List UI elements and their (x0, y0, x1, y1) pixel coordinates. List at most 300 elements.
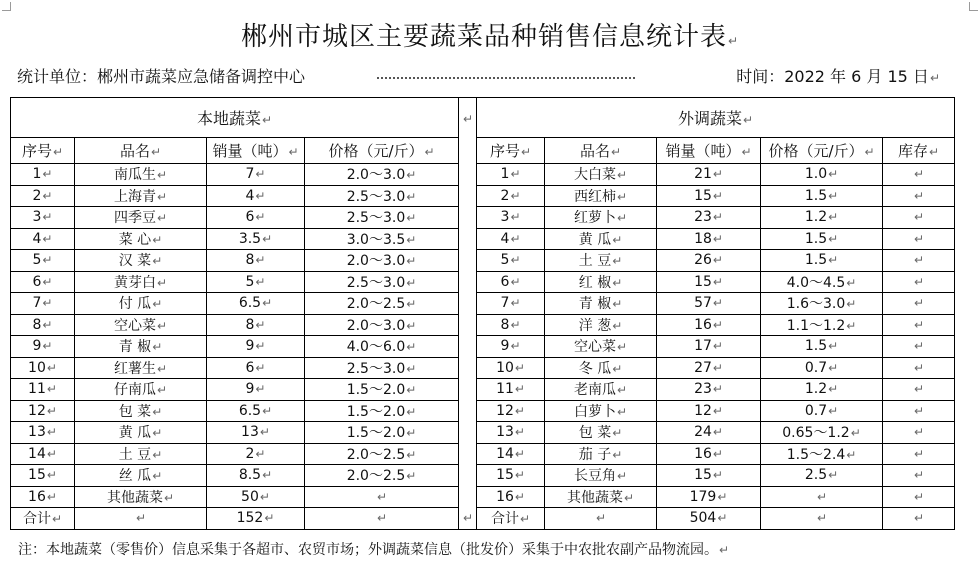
cell-mark-icon: ↵ (914, 425, 925, 440)
cell-mark-icon: ↵ (828, 360, 839, 375)
imported-row-number-text: 5 (500, 252, 510, 269)
imported-stock (883, 486, 955, 508)
local-vegetable-name-text: 包 菜 (118, 403, 152, 420)
cell-mark-icon: ↵ (510, 317, 521, 332)
total-row (11, 508, 955, 530)
cell-mark-icon: ↵ (612, 426, 623, 441)
local-sales-qty-text: 6 (245, 359, 255, 376)
imported-section-title (477, 98, 955, 138)
imported-sales-qty-text: 23 (694, 381, 712, 398)
imported-vegetable-name (545, 422, 657, 444)
local-sales-qty (207, 207, 305, 229)
cell-mark-icon: ↵ (42, 317, 53, 332)
cell-mark-icon: ↵ (828, 339, 839, 354)
cell-mark-icon: ↵ (42, 296, 53, 311)
local-price (305, 207, 459, 229)
paragraph-mark-icon: ↵ (727, 34, 740, 48)
imported-stock (883, 314, 955, 336)
imported-row-number-text: 16 (496, 488, 514, 505)
imported-stock (883, 228, 955, 250)
cell-mark-icon: ↵ (406, 383, 417, 398)
imported-section-title-text: 外调蔬菜 (678, 109, 743, 128)
paragraph-mark-icon: ↵ (929, 71, 940, 85)
cell-mark-icon: ↵ (156, 168, 168, 183)
local-vegetable-name (75, 164, 207, 186)
local-sales-qty-text: 8 (245, 252, 255, 269)
table-row (11, 357, 955, 379)
imported-vegetable-name-text: 青 椒 (578, 296, 612, 313)
local-row-number-text: 13 (28, 424, 46, 441)
local-vegetable-name-text: 丝 瓜 (118, 468, 152, 485)
cell-mark-icon: ↵ (914, 339, 925, 354)
local-row-number (11, 486, 75, 508)
local-row-number (11, 465, 75, 487)
local-vegetable-name-text: 青 椒 (118, 339, 152, 356)
local-header-qty (207, 138, 305, 164)
cell-mark-icon: ↵ (42, 253, 53, 268)
cell-mark-icon: ↵ (712, 446, 723, 461)
imported-sales-qty (657, 357, 761, 379)
report-date-text: 时间：2022 年 6 月 15 日 (736, 67, 929, 86)
imported-vegetable-name (545, 250, 657, 272)
imported-row-number-text: 3 (500, 209, 510, 226)
local-row-number (11, 379, 75, 401)
imported-header-stock-text: 库存 (898, 142, 929, 160)
local-row-number-text: 15 (28, 467, 46, 484)
imported-row-number-text: 14 (496, 445, 514, 462)
cell-mark-icon: ↵ (42, 210, 53, 225)
cell-mark-icon: ↵ (510, 274, 521, 289)
gap-cell (459, 98, 477, 138)
imported-sales-qty-text: 17 (694, 338, 712, 355)
cell-mark-icon: ↵ (616, 469, 628, 484)
imported-row-number (477, 486, 545, 508)
imported-vegetable-name-text: 包 菜 (578, 425, 612, 442)
cell-mark-icon: ↵ (156, 275, 168, 290)
imported-sales-qty (657, 465, 761, 487)
cell-mark-icon: ↵ (846, 297, 857, 312)
imported-header-qty-text: 销量（吨） (665, 142, 741, 160)
cell-mark-icon: ↵ (914, 511, 925, 526)
cell-mark-icon: ↵ (510, 231, 521, 246)
cell-mark-icon: ↵ (406, 340, 417, 355)
cell-mark-icon: ↵ (462, 511, 474, 525)
table-row (11, 228, 955, 250)
table-row (11, 314, 955, 336)
cell-mark-icon: ↵ (828, 468, 839, 483)
table-row (11, 207, 955, 229)
local-vegetable-name (75, 422, 207, 444)
imported-row-number (477, 271, 545, 293)
imported-price (761, 336, 883, 358)
header-row (11, 138, 955, 164)
imported-sales-qty (657, 164, 761, 186)
imported-sales-qty (657, 293, 761, 315)
local-vegetable-name-text: 汉 菜 (118, 253, 152, 270)
local-vegetable-name (75, 293, 207, 315)
page-corner-mark-right (969, 2, 978, 11)
cell-mark-icon: ↵ (42, 274, 53, 289)
imported-price (761, 250, 883, 272)
imported-row-number (477, 336, 545, 358)
imported-sales-qty (657, 443, 761, 465)
imported-row-number-text: 8 (500, 316, 510, 333)
cell-mark-icon: ↵ (261, 113, 273, 127)
imported-vegetable-name (545, 271, 657, 293)
local-vegetable-name (75, 357, 207, 379)
footnote (18, 539, 729, 559)
imported-vegetable-name (545, 336, 657, 358)
local-price (305, 443, 459, 465)
local-total-label (11, 508, 75, 530)
cell-mark-icon: ↵ (514, 403, 525, 418)
gap-cell (459, 336, 477, 358)
local-price-text: 2.5～3.0 (346, 188, 406, 205)
gap-cell (459, 400, 477, 422)
cell-mark-icon: ↵ (514, 468, 525, 483)
imported-row-number-text: 4 (500, 230, 510, 247)
local-sales-qty-text: 13 (241, 424, 259, 441)
local-row-number (11, 207, 75, 229)
imported-sales-qty-text: 26 (694, 252, 712, 269)
imported-price (761, 271, 883, 293)
local-sales-qty-text: 3.5 (238, 230, 262, 247)
imported-row-number (477, 228, 545, 250)
imported-vegetable-name (545, 314, 657, 336)
local-price (305, 228, 459, 250)
imported-total-label (477, 508, 545, 530)
section-row (11, 98, 955, 138)
local-vegetable-name (75, 336, 207, 358)
local-vegetable-name-text: 菜 心 (118, 231, 152, 248)
local-header-price-text: 价格（元/斤） (328, 142, 424, 160)
local-row-number-text: 7 (32, 295, 42, 312)
imported-price (761, 207, 883, 229)
gap-cell (459, 443, 477, 465)
cell-mark-icon: ↵ (42, 167, 53, 182)
local-section-title-text: 本地蔬菜 (196, 109, 261, 128)
cell-mark-icon: ↵ (156, 211, 168, 226)
cell-mark-icon: ↵ (616, 168, 628, 183)
imported-price (761, 293, 883, 315)
cell-mark-icon: ↵ (514, 360, 525, 375)
cell-mark-icon: ↵ (406, 232, 417, 247)
cell-mark-icon: ↵ (46, 446, 57, 461)
imported-row-number-text: 2 (500, 187, 510, 204)
imported-header-name-text: 品名 (579, 142, 610, 160)
local-row-number-text: 14 (28, 445, 46, 462)
cell-mark-icon: ↵ (462, 112, 474, 127)
cell-mark-icon: ↵ (816, 489, 828, 504)
cell-mark-icon: ↵ (262, 468, 273, 483)
cell-mark-icon: ↵ (406, 189, 417, 204)
imported-price-text: 1.1～1.2 (786, 317, 846, 334)
local-vegetable-name-text: 土 豆 (118, 446, 152, 463)
cell-mark-icon: ↵ (46, 403, 57, 418)
imported-row-number (477, 443, 545, 465)
imported-row-number-text: 13 (496, 424, 514, 441)
cell-mark-icon: ↵ (406, 426, 417, 441)
imported-sales-qty (657, 314, 761, 336)
local-sales-qty-text: 7 (245, 166, 255, 183)
local-row-number-text: 8 (32, 316, 42, 333)
imported-stock (883, 357, 955, 379)
local-row-number-text: 5 (32, 252, 42, 269)
stat-unit: 统计单位：郴州市蔬菜应急储备调控中心 (17, 67, 306, 86)
imported-vegetable-name-text: 其他蔬菜 (566, 489, 623, 506)
imported-sales-qty (657, 486, 761, 508)
footnote-text: 注：本地蔬菜（零售价）信息采集于各超市、农贸市场；外调蔬菜信息（批发价）采集于中农批农副产品物流园。 (18, 542, 718, 558)
imported-row-number (477, 250, 545, 272)
cell-mark-icon: ↵ (616, 404, 628, 419)
imported-vegetable-name (545, 400, 657, 422)
cell-mark-icon: ↵ (163, 490, 175, 505)
imported-row-number-text: 1 (500, 166, 510, 183)
cell-mark-icon: ↵ (616, 211, 628, 226)
imported-row-number (477, 207, 545, 229)
imported-price (761, 314, 883, 336)
imported-vegetable-name-text: 红 椒 (578, 274, 612, 291)
cell-mark-icon: ↵ (255, 188, 266, 203)
imported-price (761, 465, 883, 487)
imported-price-text: 1.5 (804, 230, 828, 247)
imported-vegetable-name (545, 164, 657, 186)
gap-cell (459, 357, 477, 379)
imported-vegetable-name-text: 洋 葱 (578, 317, 612, 334)
gap-cell (459, 185, 477, 207)
imported-vegetable-name-text: 茄 子 (578, 446, 612, 463)
imported-row-number (477, 357, 545, 379)
sales-table (10, 97, 955, 530)
imported-price-text: 0.7 (804, 402, 828, 419)
cell-mark-icon: ↵ (616, 340, 628, 355)
imported-sales-qty-text: 18 (694, 230, 712, 247)
imported-vegetable-name (545, 185, 657, 207)
local-vegetable-name-text: 仔南瓜 (113, 382, 156, 399)
imported-price (761, 185, 883, 207)
local-sales-qty-text: 50 (241, 488, 259, 505)
local-header-no (11, 138, 75, 164)
cell-mark-icon: ↵ (255, 167, 266, 182)
imported-sales-qty-text: 24 (694, 424, 712, 441)
local-sales-qty-text: 5 (245, 273, 255, 290)
local-header-no-text: 序号 (21, 142, 52, 160)
cell-mark-icon: ↵ (610, 145, 622, 159)
table-row (11, 422, 955, 444)
table-row (11, 379, 955, 401)
imported-vegetable-name-text: 红萝卜 (573, 210, 616, 227)
table-row (11, 250, 955, 272)
cell-mark-icon: ↵ (712, 360, 723, 375)
local-row-number (11, 293, 75, 315)
title-text: 郴州市城区主要蔬菜品种销售信息统计表 (240, 22, 727, 52)
imported-row-number (477, 379, 545, 401)
cell-mark-icon: ↵ (828, 210, 839, 225)
cell-mark-icon: ↵ (262, 403, 273, 418)
cell-mark-icon: ↵ (623, 490, 635, 505)
local-vegetable-name (75, 185, 207, 207)
cell-mark-icon: ↵ (717, 511, 728, 526)
cell-mark-icon: ↵ (406, 404, 417, 419)
imported-price (761, 379, 883, 401)
gap-cell (459, 250, 477, 272)
cell-mark-icon: ↵ (406, 211, 417, 226)
imported-row-number-text: 7 (500, 295, 510, 312)
cell-mark-icon: ↵ (42, 339, 53, 354)
local-row-number-text: 4 (32, 230, 42, 247)
cell-mark-icon: ↵ (52, 145, 64, 159)
imported-row-number (477, 465, 545, 487)
cell-mark-icon: ↵ (712, 425, 723, 440)
cell-mark-icon: ↵ (712, 468, 723, 483)
local-row-number (11, 422, 75, 444)
cell-mark-icon: ↵ (846, 447, 857, 462)
cell-mark-icon: ↵ (135, 511, 147, 526)
cell-mark-icon: ↵ (712, 403, 723, 418)
imported-sales-qty-text: 16 (694, 445, 712, 462)
imported-vegetable-name-text: 老南瓜 (573, 382, 616, 399)
cell-mark-icon: ↵ (712, 167, 723, 182)
table-row (11, 271, 955, 293)
cell-mark-icon: ↵ (743, 113, 754, 127)
cell-mark-icon: ↵ (816, 511, 828, 526)
imported-sales-qty-text: 27 (694, 359, 712, 376)
imported-row-number (477, 314, 545, 336)
imported-sales-qty-text: 23 (694, 209, 712, 226)
local-sales-qty-text: 2 (245, 445, 255, 462)
imported-vegetable-name-text: 黄 瓜 (578, 231, 612, 248)
imported-total-label-text: 合计 (490, 511, 519, 528)
imported-total-stock-empty (883, 508, 955, 530)
cell-mark-icon: ↵ (914, 403, 925, 418)
cell-mark-icon: ↵ (156, 361, 168, 376)
local-sales-qty-text: 8 (245, 316, 255, 333)
imported-sales-qty-text: 16 (694, 316, 712, 333)
cell-mark-icon: ↵ (612, 361, 623, 376)
local-row-number-text: 12 (28, 402, 46, 419)
cell-mark-icon: ↵ (150, 145, 162, 159)
paragraph-mark-icon: ↵ (719, 543, 730, 557)
local-sales-qty (207, 465, 305, 487)
local-header-name-text: 品名 (119, 142, 150, 160)
cell-mark-icon: ↵ (406, 361, 417, 376)
imported-vegetable-name (545, 486, 657, 508)
cell-mark-icon: ↵ (152, 447, 163, 462)
cell-mark-icon: ↵ (712, 296, 723, 311)
local-total-qty (207, 508, 305, 530)
cell-mark-icon: ↵ (914, 231, 925, 246)
local-price-text: 2.0～3.0 (346, 167, 406, 184)
imported-vegetable-name (545, 443, 657, 465)
cell-mark-icon: ↵ (156, 189, 168, 204)
cell-mark-icon: ↵ (612, 318, 623, 333)
gap-cell (459, 422, 477, 444)
imported-price-text: 2.5 (804, 467, 828, 484)
local-price (305, 357, 459, 379)
cell-mark-icon: ↵ (828, 403, 839, 418)
imported-vegetable-name-text: 空心菜 (573, 339, 616, 356)
imported-sales-qty-text: 15 (694, 187, 712, 204)
local-row-number-text: 1 (32, 166, 42, 183)
cell-mark-icon: ↵ (914, 317, 925, 332)
imported-price-text: 1.0 (804, 166, 828, 183)
local-row-number (11, 271, 75, 293)
local-price-text: 2.5～3.0 (346, 274, 406, 291)
cell-mark-icon: ↵ (846, 318, 857, 333)
local-row-number (11, 228, 75, 250)
cell-mark-icon: ↵ (406, 318, 417, 333)
cell-mark-icon: ↵ (406, 168, 417, 183)
cell-mark-icon: ↵ (828, 253, 839, 268)
imported-stock (883, 250, 955, 272)
imported-price-text: 1.5 (804, 187, 828, 204)
imported-row-number (477, 422, 545, 444)
cell-mark-icon: ↵ (612, 297, 623, 312)
cell-mark-icon: ↵ (828, 231, 839, 246)
cell-mark-icon: ↵ (514, 425, 525, 440)
imported-vegetable-name (545, 293, 657, 315)
imported-header-price-text: 价格（元/斤） (768, 142, 864, 160)
local-row-number-text: 10 (28, 359, 46, 376)
cell-mark-icon: ↵ (255, 446, 266, 461)
cell-mark-icon: ↵ (514, 382, 525, 397)
cell-mark-icon: ↵ (406, 447, 417, 462)
cell-mark-icon: ↵ (288, 145, 299, 159)
cell-mark-icon: ↵ (712, 339, 723, 354)
meta-line (17, 64, 940, 86)
imported-vegetable-name-text: 白萝卜 (573, 403, 616, 420)
local-price (305, 293, 459, 315)
gap-cell (459, 271, 477, 293)
imported-price-text: 4.0～4.5 (786, 274, 846, 291)
imported-sales-qty-text: 21 (694, 166, 712, 183)
cell-mark-icon: ↵ (406, 297, 417, 312)
cell-mark-icon: ↵ (914, 489, 925, 504)
imported-header-no (477, 138, 545, 164)
table-row (11, 336, 955, 358)
local-price (305, 250, 459, 272)
cell-mark-icon: ↵ (46, 489, 57, 504)
imported-total-qty (657, 508, 761, 530)
imported-stock (883, 271, 955, 293)
local-price (305, 271, 459, 293)
local-vegetable-name (75, 271, 207, 293)
imported-sales-qty (657, 250, 761, 272)
cell-mark-icon: ↵ (510, 188, 521, 203)
local-sales-qty (207, 357, 305, 379)
local-price-text: 2.0～2.5 (346, 468, 406, 485)
cell-mark-icon: ↵ (406, 254, 417, 269)
local-sales-qty (207, 422, 305, 444)
cell-mark-icon: ↵ (914, 167, 925, 182)
cell-mark-icon: ↵ (46, 360, 57, 375)
cell-mark-icon: ↵ (828, 167, 839, 182)
local-price (305, 400, 459, 422)
imported-price (761, 228, 883, 250)
local-vegetable-name-text: 黄 瓜 (118, 425, 152, 442)
imported-sales-qty-text: 57 (694, 295, 712, 312)
local-header-price (305, 138, 459, 164)
local-total-price-empty (305, 508, 459, 530)
cell-mark-icon: ↵ (712, 317, 723, 332)
imported-sales-qty (657, 228, 761, 250)
imported-header-qty (657, 138, 761, 164)
local-sales-qty (207, 185, 305, 207)
local-vegetable-name-text: 南瓜生 (113, 167, 156, 184)
imported-row-number-text: 9 (500, 338, 510, 355)
imported-sales-qty (657, 400, 761, 422)
local-vegetable-name-text: 黄芽白 (113, 274, 156, 291)
